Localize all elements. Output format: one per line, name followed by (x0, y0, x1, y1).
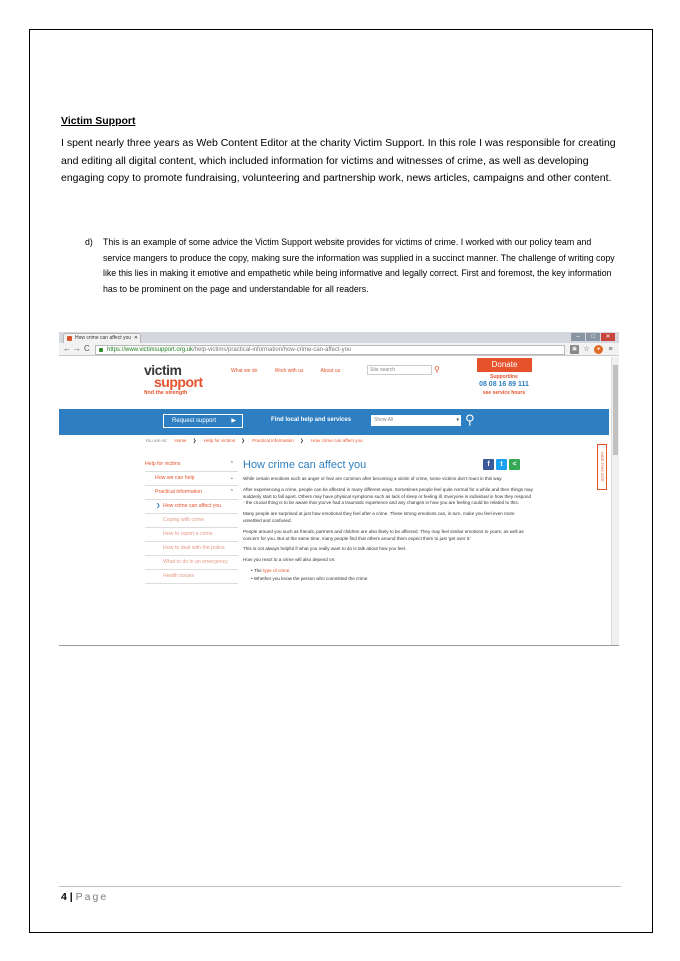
sidebar-item-help-for-victims[interactable] (145, 458, 238, 472)
sidebar-item-practical-information[interactable] (145, 486, 238, 500)
article-paragraph: After experiencing a crime, people can be affected in many different ways. Sometimes people feel quite normal for a while and then things may suddenly start to fall apart. Others may have physical symptoms such as lack of sleep or feeling ill. Everyone is individual in how they respond - the crucial thing is to be aware that you've had a traumatic experience and any changes in how you are feeling could be related to this. (243, 486, 533, 506)
list-item-text: This is an example of some advice the Victim Support website provides for victims of crime. I worked with our policy team and service mangers to produce the copy, making sure the information was supplied in a succinct manner. The challenge of writing copy like this lies in making it emotive and empathetic while being informative and legally correct. First and foremost, the key information has to be prominent on the page and understandable for all readers. (103, 237, 615, 294)
breadcrumb-chevron-icon: ❯ (241, 438, 246, 443)
chevron-up-icon: ⌃ (229, 461, 234, 467)
search-icon[interactable]: ⚲ (434, 365, 440, 374)
find-local-label: Find local help and services (271, 417, 352, 423)
breadcrumb-chevron-icon: ❯ (299, 438, 304, 443)
chevron-down-icon: ⌄ (229, 475, 234, 481)
sidebar-item-how-to-report[interactable] (145, 528, 238, 542)
section-title: Victim Support (61, 115, 136, 127)
top-nav-what-we-do[interactable]: What we do (231, 368, 258, 374)
article-paragraph: While certain emotions such as anger or fear are common after becoming a victim of crime, some victims don't react in this way. (243, 476, 503, 481)
sidebar-item-police[interactable] (145, 542, 238, 556)
top-nav (231, 368, 356, 374)
breadcrumb-current: How crime can affect you (311, 438, 363, 443)
article-paragraph: How you react to a crime will also depend on: (243, 557, 336, 563)
bullet-text: Whether you know the person who committed the crime. (253, 575, 369, 581)
article-paragraph: People around you such as friends, partners and children are also likely to be affected. They may feel similar emotions to yours, as well as concern for you. But at the same time, many people find that others around them expect them to just 'get over it.' (243, 528, 524, 541)
extension-icon[interactable]: ▣ (570, 345, 579, 354)
window-controls (571, 333, 615, 341)
minimize-icon[interactable]: – (571, 333, 585, 341)
logo-tagline: find the strength (144, 390, 188, 396)
sidebar-item-health-issues[interactable] (145, 570, 238, 584)
page-scrollbar[interactable] (611, 357, 619, 646)
bullet-suffix: . (289, 567, 291, 573)
hide-this-site-button[interactable]: HIDE THIS SITE (597, 444, 607, 490)
page-footer (61, 891, 108, 903)
page-word: Page (75, 891, 109, 903)
site-logo[interactable] (144, 364, 203, 396)
sidebar-item-label: How to report a crime (163, 531, 213, 537)
supportline-label: Supportline (490, 374, 518, 380)
sidebar-item-label: How we can help (155, 475, 195, 481)
sidebar-nav (145, 458, 238, 584)
bookmark-star-icon[interactable]: ☆ (583, 346, 590, 353)
breadcrumb-help-for-victims[interactable]: Help for victims (203, 438, 236, 443)
browser-tab[interactable] (63, 333, 141, 343)
sidebar-item-label: Coping with crime (163, 517, 205, 523)
donate-button[interactable]: Donate (477, 358, 532, 372)
page-number: 4 (61, 891, 67, 903)
breadcrumb-prefix: You are at: (145, 438, 168, 443)
address-bar[interactable] (95, 345, 565, 355)
tab-title: How crime can affect you (75, 335, 132, 341)
website-screenshot (59, 332, 619, 646)
list-marker: d) (85, 237, 93, 247)
sidebar-item-label: How to deal with the police (163, 545, 225, 551)
request-support-label: Request support (172, 418, 217, 424)
top-nav-work-with-us[interactable]: Work with us (274, 368, 304, 374)
url-domain: https://www.victimsupport.org.uk (107, 347, 194, 353)
current-marker-icon: ❯ (156, 503, 161, 509)
reload-icon[interactable]: C (84, 344, 90, 353)
breadcrumb-practical-information[interactable]: Practical information (252, 438, 294, 443)
sidebar-item-label: Practical information (155, 489, 202, 495)
logo-line2: support (154, 374, 203, 390)
breadcrumb (145, 438, 363, 444)
service-hours-link[interactable]: see service hours (482, 390, 526, 396)
sidebar-item-how-crime-can-affect-you[interactable] (145, 500, 238, 514)
url-path: /help-victims/practical-information/how-crime-can-affect-you (193, 347, 352, 353)
sidebar-item-label: Health issues (163, 573, 195, 579)
browser-logo-icon[interactable]: ● (594, 345, 603, 354)
intro-paragraph: I spent nearly three years as Web Content Editor at the charity Victim Support. In this role I was responsible for creating and editing all digital content, which included information for victims and witnesses of crime, as well as developing engaging copy to promote fundraising, volunteering and partnership work, news articles, campaigns and other content. (61, 137, 616, 184)
find-search-icon[interactable]: ⚲ (465, 412, 475, 427)
scrollbar-thumb[interactable] (613, 365, 618, 455)
article-bullet: • Whether you know the person who committed the crime. (251, 575, 369, 581)
breadcrumb-home[interactable]: Home (174, 438, 187, 443)
toolbar-icons (570, 345, 615, 354)
select-value: Show All (374, 417, 394, 423)
footer-separator: | (69, 891, 73, 903)
service-filter-select[interactable] (371, 415, 461, 426)
article-paragraph: Many people are surprised at just how emotional they feel after a crime. These strong emotions can, in turn, make you feel even more unsettled and confused. (243, 511, 515, 523)
twitter-icon[interactable]: t (496, 459, 507, 470)
article-title: How crime can affect you (243, 459, 367, 471)
sidebar-item-how-we-can-help[interactable] (145, 472, 238, 486)
supportline-phone[interactable]: 08 08 16 89 111 (479, 381, 529, 388)
site-search-input[interactable]: Site search (367, 365, 432, 375)
favicon-icon (67, 336, 72, 341)
lock-icon (99, 348, 103, 352)
action-bar (59, 409, 609, 435)
sidebar-item-label: What to do in an emergency (163, 559, 228, 565)
article-content (243, 458, 533, 587)
share-icon[interactable]: < (509, 459, 520, 470)
sidebar-item-emergency[interactable] (145, 556, 238, 570)
list-item-d (61, 235, 621, 297)
top-nav-about-us[interactable]: About us (320, 368, 341, 374)
forward-icon[interactable]: → (73, 344, 81, 353)
request-support-button[interactable] (163, 414, 243, 428)
tab-close-icon[interactable]: ✕ (133, 335, 138, 341)
breadcrumb-chevron-icon: ❯ (192, 438, 197, 443)
maximize-icon[interactable]: □ (586, 333, 600, 341)
menu-icon[interactable]: ≡ (608, 346, 613, 353)
article-bullet: • The type of crime. (251, 567, 291, 573)
site-header (59, 357, 609, 409)
close-window-icon[interactable]: ✕ (601, 333, 615, 341)
footer-divider (59, 886, 621, 887)
bullet-prefix: The (253, 567, 264, 573)
browser-toolbar (59, 343, 619, 356)
chevron-up-icon: ⌃ (229, 489, 234, 495)
sidebar-item-coping-with-crime[interactable] (145, 514, 238, 528)
type-of-crime-link[interactable]: type of crime (263, 567, 290, 573)
sidebar-item-label: Help for victims (145, 461, 181, 467)
logo-line1: victim (144, 362, 182, 378)
article-paragraph: This is not always helpful if what you really want to do is talk about how you feel. (243, 546, 407, 552)
browser-tab-bar (59, 332, 619, 343)
caret-down-icon: ▾ (456, 417, 459, 423)
arrow-right-icon: ▶ (231, 418, 236, 424)
facebook-icon[interactable]: f (483, 459, 494, 470)
back-icon[interactable]: ← (63, 344, 71, 353)
sidebar-item-label: How crime can affect you (163, 503, 222, 509)
